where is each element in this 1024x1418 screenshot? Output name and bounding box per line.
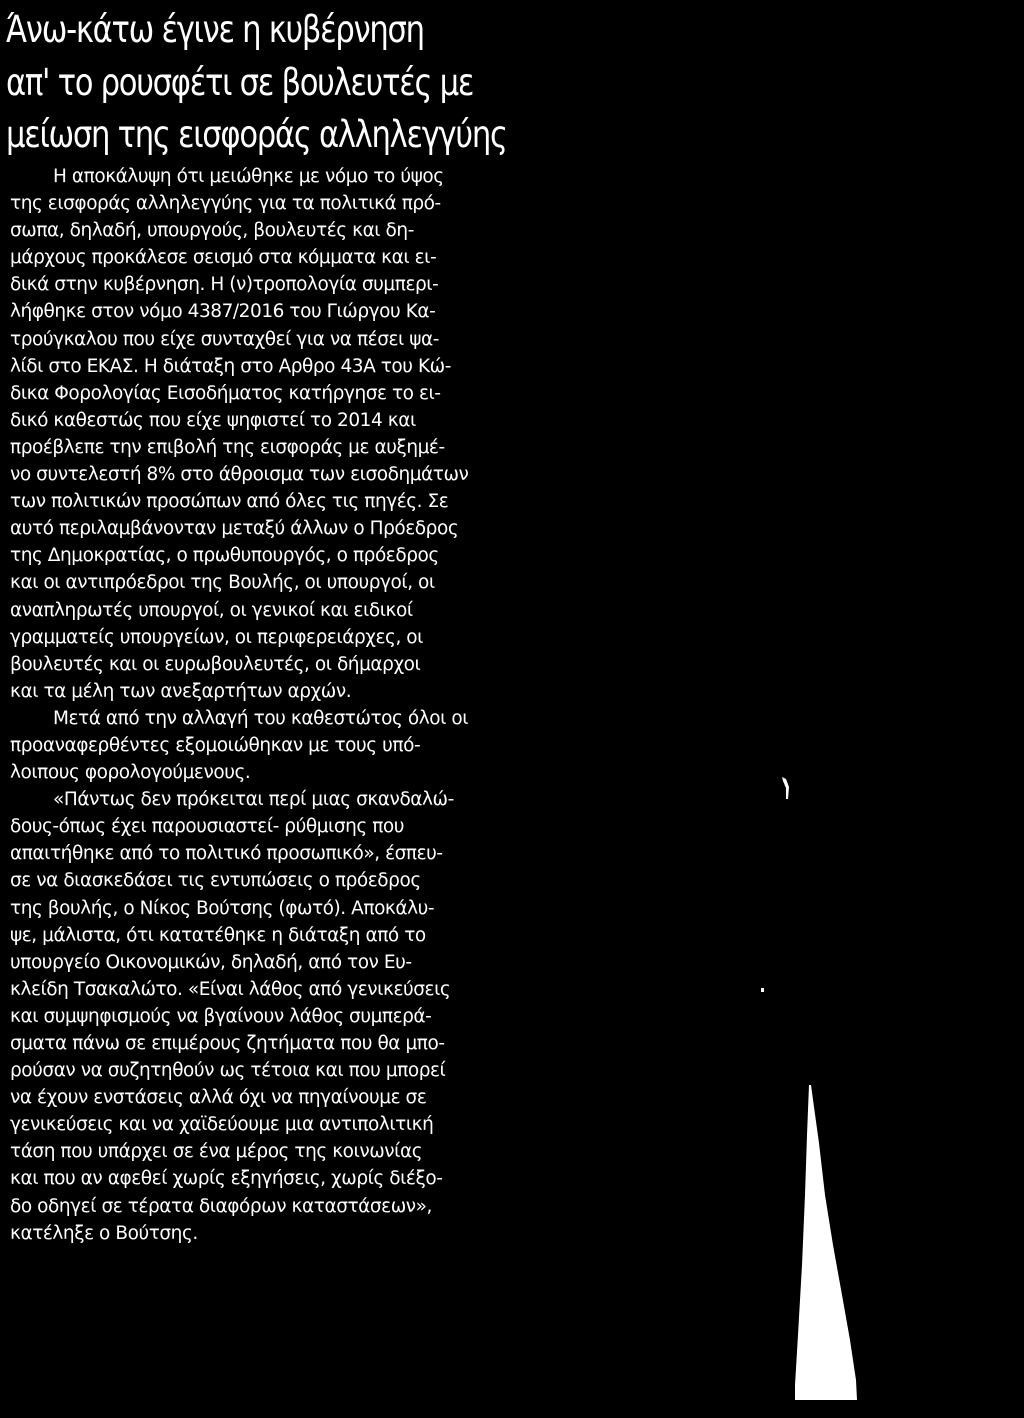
body-line: λοιπους φορολογούμενους. [10,762,251,784]
body-line: δο οδηγεί σε τέρατα διαφόρων καταστάσεων», [10,1195,432,1217]
body-line: της εισφοράς αλληλεγγύης για τα πολιτικά πρό- [10,193,441,215]
body-line: υπουργείο Οικονομικών, δηλαδή, από τον Ευ- [10,951,412,973]
article-headline [6,4,521,162]
body-line: των πολιτικών προσώπων από όλες τις πηγές. Σε [10,491,449,513]
headline-line: Άνω-κάτω έγινε η κυβέρνηση [6,8,424,51]
body-line: αυτό περιλαμβάνονταν μεταξύ άλλων ο Πρόεδρος [10,518,459,540]
body-line: να έχουν ενστάσεις αλλά όχι να πηγαίνουμε σε [10,1087,427,1109]
body-line: δικό καθεστώς που είχε ψηφιστεί το 2014 και [10,409,416,431]
body-line: και συμψηφισμούς να βγαίνουν λάθος συμπερά- [10,1005,432,1027]
body-line: της βουλής, ο Νίκος Βούτσης (φωτό). Αποκάλυ- [10,897,435,919]
body-line: Η αποκάλυψη ότι μειώθηκε με νόμο το ύψος [53,166,444,187]
body-line: δικα Φορολογίας Εισοδήματος κατήργησε το ει- [10,382,441,404]
body-line: τρούγκαλου που είχε συνταχθεί για να πέσει ψα- [10,328,439,350]
body-line: δους-όπως έχει παρουσιαστεί- ρύθμισης που [10,816,405,838]
body-line: σωπα, δηλαδή, υπουργούς, βουλευτές και δη- [10,220,414,242]
scan-speck [761,988,764,992]
body-line: «Πάντως δεν πρόκειται περί μιας σκανδαλώ- [53,789,454,811]
headline-line: μείωση της εισφοράς αλληλεγγύης [6,113,507,156]
body-line: Μετά από την αλλαγή του καθεστώτος όλοι οι [53,707,469,729]
body-line: απαιτήθηκε από το πολιτικό προσωπικό», έσπευ- [10,843,443,865]
body-line: και τα μέλη των ανεξαρτήτων αρχών. [10,680,352,702]
body-line: και που αν αφεθεί χωρίς εξηγήσεις, χωρίς διέξο- [10,1168,443,1190]
photo-fragment [795,1085,857,1400]
body-line: βουλευτές και οι ευρωβουλευτές, οι δήμαρχοι [10,653,421,675]
body-line: αναπληρωτές υπουργοί, οι γενικοί και ειδικοί [10,599,413,621]
scan-speck [780,775,792,801]
body-line: ρούσαν να συζητηθούν ως τέτοια και που μπορεί [10,1060,446,1082]
body-line: τάση που υπάρχει σε ένα μέρος της κοινωνίας [10,1141,423,1163]
body-line: ψε, μάλιστα, ότι κατατέθηκε η διάταξη από το [10,924,426,946]
body-line: λίδι στο ΕΚΑΣ. Η διάταξη στο Αρθρο 43Α του Κώ- [10,355,451,377]
body-line: προαναφερθέντες εξομοιώθηκαν με τους υπό- [10,734,421,756]
body-line: κατέληξε ο Βούτσης. [10,1222,198,1244]
body-line: κλείδη Τσακαλώτο. «Είναι λάθος από γενικεύσεις [10,978,451,1000]
body-line: νο συντελεστή 8% στο άθροισμα των εισοδημάτων [10,464,469,486]
body-line: λήφθηκε στον νόμο 4387/2016 του Γιώργου Κα- [10,301,436,323]
body-line: σε να διασκεδάσει τις εντυπώσεις ο πρόεδρος [10,870,421,892]
body-line: γραμματείς υπουργείων, οι περιφερειάρχες, οι [10,626,423,648]
body-line: σματα πάνω σε επιμέρους ζητήματα που θα μπο- [10,1033,445,1054]
headline-line: απ' το ρουσφέτι σε βουλευτές με [6,60,474,104]
body-line: και οι αντιπρόεδροι της Βουλής, οι υπουργοί, οι [10,572,435,594]
body-line: προέβλεπε την επιβολή της εισφοράς με αυξημέ- [10,436,445,458]
body-line: γενικεύσεις και να χαϊδεύουμε μια αντιπολιτική [10,1114,434,1136]
body-line: μάρχους προκάλεσε σεισμό στα κόμματα και ει- [10,247,437,269]
body-line: δικά στην κυβέρνηση. Η (ν)τροπολογία συμπερι- [10,274,439,296]
article-body [10,163,550,1247]
body-line: της Δημοκρατίας, ο πρωθυπουργός, ο πρόεδρος [10,545,439,567]
